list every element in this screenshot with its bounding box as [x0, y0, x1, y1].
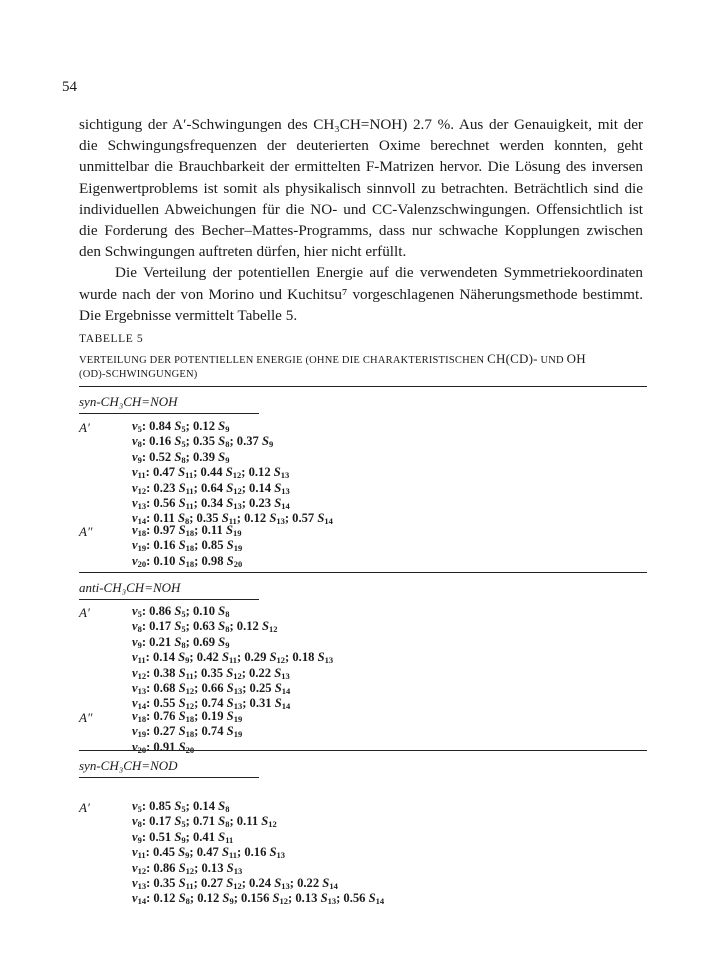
table-row: $\nu_{11}$: 0.45 $S_9$; 0.47 $S_{11}$; 0.16 $S_{13}$ — [132, 845, 286, 861]
table-row: $\nu_8$: 0.16 $S_5$; 0.35 $S_8$; 0.37 $S_9$ — [132, 434, 274, 450]
paragraph-1: sichtigung der A′-Schwingungen des CH₃CH=NOH) 2.7 %. Aus der Genauigkeit, mit der die Schwingungsfrequenzen der deuterierten Oxime berechnet werden konnten, geht unmittelbar die Brauchbarkeit der ermittelten F-Matrizen hervor. Die Lösung des inversen Eigenwertproblems ist somit als physikalisch sinnvoll zu betrachten. Beträchtlich sind die individuellen Abweichungen für die NO- und CC-Valenzschwingungen. Offensichtlich ist die Forderung des Becher–Mattes-Programms, dass nur schwache Kopplungen zwischen den Schwingungen auftreten dürfen, hier nicht erfüllt. — [79, 116, 643, 261]
table-row: $\nu_5$: 0.84 $S_5$; 0.12 $S_9$ — [132, 419, 230, 434]
table-row: $\nu_{13}$: 0.35 $S_{11}$; 0.27 $S_{12}$; 0.24 $S_{13}$; 0.22 $S_{14}$ — [132, 875, 338, 891]
section-subrule — [79, 599, 259, 600]
table-row: $\nu_{12}$: 0.38 $S_{11}$; 0.35 $S_{12}$; 0.22 $S_{13}$ — [132, 665, 290, 681]
row-group — [132, 799, 384, 907]
table-row: $\nu_{12}$: 0.86 $S_{12}$; 0.13 $S_{13}$ — [132, 860, 243, 876]
table-row: $\nu_5$: 0.86 $S_5$; 0.10 $S_8$ — [132, 604, 230, 619]
section-rule — [79, 750, 647, 751]
symmetry-label: A″ — [79, 524, 93, 539]
table-row: $\nu_{20}$: 0.10 $S_{18}$; 0.98 $S_{20}$ — [132, 553, 243, 569]
table-description-e: (OD)-SCHWINGUNGEN) — [79, 369, 198, 380]
table-description-d: OH — [566, 351, 586, 366]
table-description-b: CH(CD)- — [487, 351, 538, 366]
table-description — [79, 352, 647, 382]
section-subrule — [79, 777, 259, 778]
table-row: $\nu_{20}$: 0.91 $S_{20}$ — [132, 739, 195, 755]
row-group — [132, 419, 333, 527]
table-row: $\nu_9$: 0.52 $S_8$; 0.39 $S_9$ — [132, 449, 230, 465]
table-row: $\nu_{18}$: 0.97 $S_{18}$; 0.11 $S_{19}$ — [132, 523, 242, 538]
table-row: $\nu_{12}$: 0.23 $S_{11}$; 0.64 $S_{12}$; 0.14 $S_{13}$ — [132, 480, 290, 496]
body-text — [79, 114, 643, 326]
paragraph-2: Die Verteilung der potentiellen Energie auf die verwendeten Symmetriekoordinaten wurde nach der von Morino und Kuchitsu⁷ vorgeschlagenen Näherungsmethode bestimmt. Die Ergebnisse vermittelt Tabelle 5. — [79, 264, 643, 324]
symmetry-label: A′ — [79, 420, 90, 435]
table-row: $\nu_8$: 0.17 $S_5$; 0.71 $S_8$; 0.11 $S_{12}$ — [132, 814, 277, 830]
table-caption: TABELLE 5 — [79, 333, 144, 345]
table-description-a: VERTEILUNG DER POTENTIELLEN ENERGIE (OHNE DIE CHARAKTERISTISCHEN — [79, 355, 485, 366]
table-row: $\nu_{19}$: 0.27 $S_{18}$; 0.74 $S_{19}$ — [132, 724, 243, 740]
symmetry-label: A′ — [79, 605, 90, 620]
table-row: $\nu_{14}$: 0.55 $S_{12}$; 0.74 $S_{13}$; 0.31 $S_{14}$ — [132, 696, 291, 712]
table-row: $\nu_{14}$: 0.12 $S_8$; 0.12 $S_9$; 0.156 $S_{12}$; 0.13 $S_{13}$; 0.56 $S_{14}$ — [132, 891, 385, 907]
section-rule — [79, 386, 647, 387]
page-number: 54 — [62, 79, 77, 95]
section-subrule — [79, 413, 259, 414]
table-row: $\nu_{11}$: 0.47 $S_{11}$; 0.44 $S_{12}$; 0.12 $S_{13}$ — [132, 465, 290, 481]
row-group — [132, 709, 242, 755]
table-row: $\nu_{19}$: 0.16 $S_{18}$; 0.85 $S_{19}$ — [132, 538, 243, 554]
table-row: $\nu_{14}$: 0.11 $S_8$; 0.35 $S_{11}$; 0.12 $S_{13}$; 0.57 $S_{14}$ — [132, 511, 333, 527]
table-row: $\nu_{13}$: 0.68 $S_{12}$; 0.66 $S_{13}$; 0.25 $S_{14}$ — [132, 680, 291, 696]
section-title: anti-CH₃CH=NOH — [79, 580, 181, 595]
table-row: $\nu_9$: 0.51 $S_9$; 0.41 $S_{11}$ — [132, 829, 234, 845]
symmetry-label: A″ — [79, 710, 93, 725]
table-row: $\nu_9$: 0.21 $S_8$; 0.69 $S_9$ — [132, 634, 230, 650]
section-title: syn-CH₃CH=NOH — [79, 394, 178, 409]
symmetry-label: A′ — [79, 800, 90, 815]
table-row: $\nu_{13}$: 0.56 $S_{11}$; 0.34 $S_{13}$; 0.23 $S_{14}$ — [132, 495, 290, 511]
section-rule — [79, 572, 647, 573]
row-group — [132, 604, 333, 712]
table-row: $\nu_5$: 0.85 $S_5$; 0.14 $S_8$ — [132, 799, 230, 814]
table-row: $\nu_8$: 0.17 $S_5$; 0.63 $S_8$; 0.12 $S_{12}$ — [132, 619, 278, 635]
table-row: $\nu_{11}$: 0.14 $S_9$; 0.42 $S_{11}$; 0.29 $S_{12}$; 0.18 $S_{13}$ — [132, 650, 334, 666]
section-title: syn-CH₃CH=NOD — [79, 758, 178, 773]
table-description-c: UND — [540, 355, 564, 366]
table-row: $\nu_{18}$: 0.76 $S_{18}$; 0.19 $S_{19}$ — [132, 709, 243, 724]
row-group — [132, 523, 242, 569]
